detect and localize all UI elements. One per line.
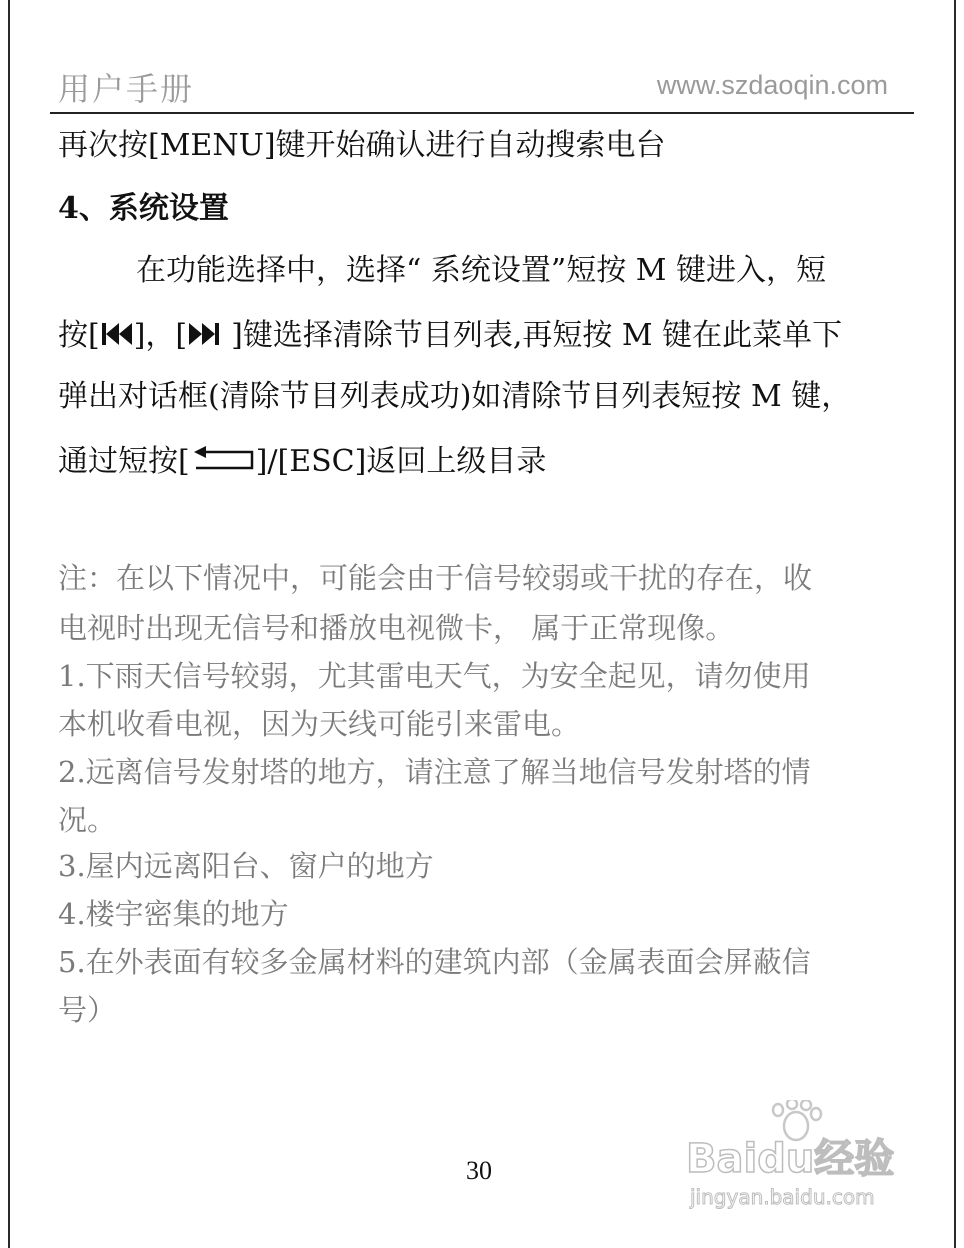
paragraph-line-2-part-b: ]，[ bbox=[133, 318, 188, 353]
return-arrow-icon bbox=[190, 444, 256, 480]
page-frame-left bbox=[8, 0, 10, 1248]
note-line-7: 3.屋内远离阳台、窗户的地方 bbox=[58, 849, 434, 883]
header-rule bbox=[50, 112, 914, 114]
baidu-watermark bbox=[680, 1100, 910, 1210]
paragraph-line-4-part-a: 通过短按[ bbox=[58, 444, 190, 479]
note-line-10: 号） bbox=[58, 993, 117, 1027]
paragraph-line-1: 在功能选择中，选择“ 系统设置”短按 M 键进入，短 bbox=[136, 253, 826, 288]
watermark-brand: Baidu经验 bbox=[686, 1136, 895, 1182]
paragraph-line-2 bbox=[58, 320, 842, 354]
note-line-2: 电视时出现无信号和播放电视微卡， 属于正常现像。 bbox=[58, 611, 735, 645]
header-title: 用户手册 bbox=[58, 70, 195, 108]
paragraph-line-4 bbox=[58, 444, 546, 480]
prev-track-icon bbox=[100, 320, 134, 354]
watermark-site: jingyan.baidu.com bbox=[690, 1185, 875, 1209]
note-line-5: 2.远离信号发射塔的地方，请注意了解当地信号发射塔的情 bbox=[58, 755, 811, 789]
note-line-4: 本机收看电视，因为天线可能引来雷电。 bbox=[58, 707, 581, 741]
paragraph-line-4-part-b: ]/[ESC]返回上级目录 bbox=[255, 444, 547, 479]
paragraph-line-2-part-a: 按[ bbox=[58, 318, 100, 353]
watermark-graphic bbox=[680, 1100, 910, 1210]
paragraph-line-3: 弹出对话框(清除节目列表成功)如清除节目列表短按 M 键， bbox=[58, 379, 852, 414]
page-frame-right bbox=[954, 0, 956, 1248]
note-line-6: 况。 bbox=[58, 803, 117, 837]
note-line-8: 4.楼宇密集的地方 bbox=[58, 897, 289, 931]
body-line-1: 再次按[MENU]键开始确认进行自动搜索电台 bbox=[58, 128, 666, 163]
next-track-icon bbox=[187, 320, 231, 354]
header-url: www.szdaoqin.com bbox=[656, 70, 888, 100]
page-number: 30 bbox=[466, 1156, 492, 1185]
note-line-3: 1.下雨天信号较弱，尤其雷电天气，为安全起见，请勿使用 bbox=[58, 659, 811, 693]
section-heading: 4、系统设置 bbox=[58, 191, 229, 226]
note-line-9: 5.在外表面有较多金属材料的建筑内部（金属表面会屏蔽信 bbox=[58, 945, 811, 979]
paragraph-line-2-part-c: ]键选择清除节目列表,再短按 M 键在此菜单下 bbox=[231, 318, 843, 353]
note-line-1: 注：在以下情况中，可能会由于信号较弱或干扰的存在，收 bbox=[58, 561, 813, 595]
